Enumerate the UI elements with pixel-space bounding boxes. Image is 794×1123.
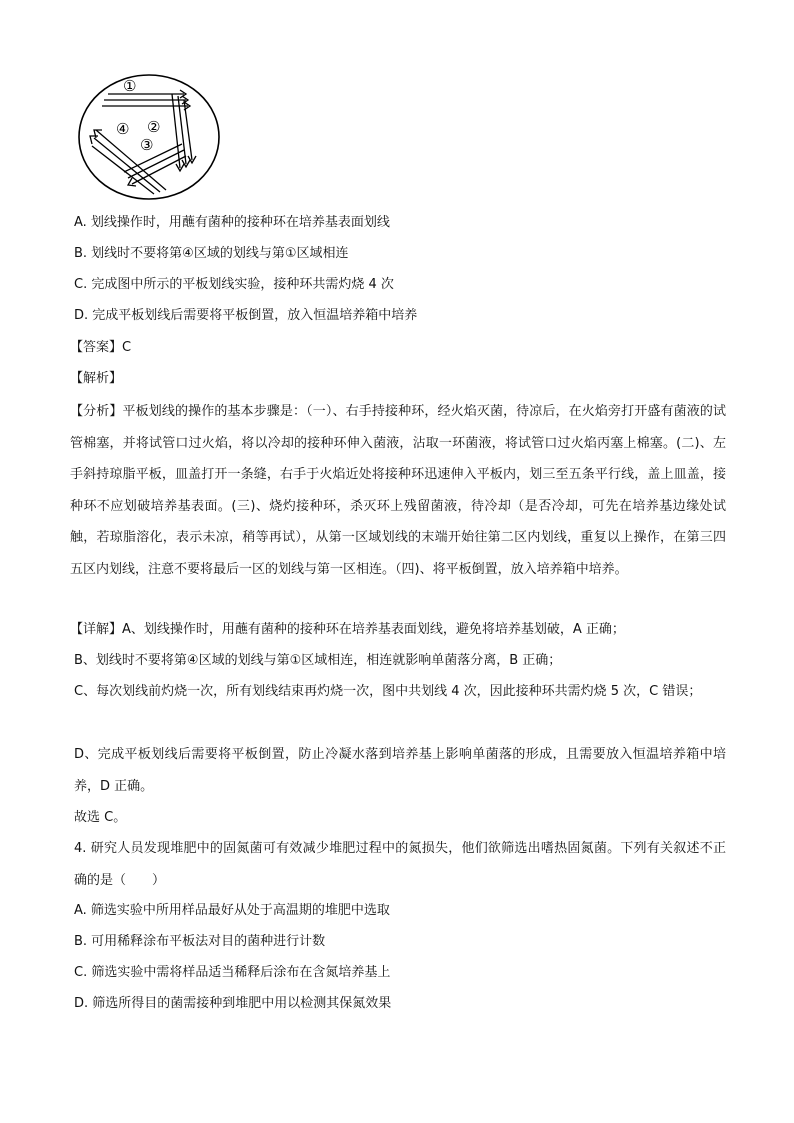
analysis-text: 平板划线的操作的基本步骤是：（一）、右手持接种环，经火焰灭菌，待凉后，在火焰旁打开盛有菌液的试管棉塞，并将试管口过火焰，将以冷却的接种环伸入菌液，沾取一环菌液，将试管口过火焰丙塞上棉塞。(二)、左手斜持琼脂平板，皿盖打开一条缝，右手于火焰近处将接种环迅速伸入平板内，划三至五条平行线，盖上皿盖，接种环不应划破培养基表面。(三)、烧灼接种环，杀灭环上残留菌液，待冷却（是否冷却，可先在培养基边缘处试触，若琼脂溶化，表示未凉，稍等再试），从第一区域划线的末端开始往第二区内划线，重复以上操作，在第三四五区内划线，注意不要将最后一区的划线与第一区相连。（四)、将平板倒置，放入培养箱中培养。 <box>70 404 726 577</box>
q3-option-a: A. 划线操作时，用蘸有菌种的接种环在培养基表面划线 <box>74 215 390 230</box>
detail-d: D、完成平板划线后需要将平板倒置，防止冷凝水落到培养基上影响单菌落的形成，且需要放入恒温培养箱中培养，D 正确。 <box>74 747 726 794</box>
analysis-heading: 【解析】 <box>70 371 123 386</box>
region-label-4: ④ <box>116 120 130 138</box>
q4-option-d: D. 筛选所得目的菌需接种到堆肥中用以检测其保氮效果 <box>74 996 392 1011</box>
q3-option-d: D. 完成平板划线后需要将平板倒置，放入恒温培养箱中培养 <box>74 308 418 323</box>
detail-a <box>70 614 726 646</box>
region-label-2: ② <box>147 118 161 136</box>
q4-option-b: B. 可用稀释涂布平板法对目的菌种进行计数 <box>74 934 326 949</box>
streak-region-1 <box>102 90 190 110</box>
region-label-1: ① <box>123 77 137 95</box>
q4-stem: 4. 研究人员发现堆肥中的固氮菌可有效减少堆肥过程中的氮损失，他们欲筛选出嗜热固氮菌。下列有关叙述不正确的是（ ） <box>74 841 726 888</box>
detail-c: C、每次划线前灼烧一次，所有划线结束再灼烧一次，图中共划线 4 次，因此接种环共需灼烧 5 次，C 错误； <box>74 684 702 699</box>
conclusion: 故选 C。 <box>74 810 127 825</box>
region-label-3: ③ <box>140 136 154 154</box>
answer-line <box>70 338 131 358</box>
q3-option-b: B. 划线时不要将第④区域的划线与第①区域相连 <box>74 246 349 261</box>
detail-a-text: A、划线操作时，用蘸有菌种的接种环在培养基表面划线，避免将培养基划破，A 正确； <box>122 622 625 637</box>
analysis-paragraph <box>70 396 726 585</box>
q4-option-a: A. 筛选实验中所用样品最好从处于高温期的堆肥中选取 <box>74 903 390 918</box>
answer-tag: 【答案】 <box>70 340 123 355</box>
streak-plate-diagram <box>76 72 222 202</box>
q4-option-c: C. 筛选实验中需将样品适当稀释后涂布在含氮培养基上 <box>74 965 391 980</box>
analysis-tag: 【分析】 <box>70 404 123 419</box>
detail-tag: 【详解】 <box>70 622 123 637</box>
q3-option-c: C. 完成图中所示的平板划线实验，接种环共需灼烧 4 次 <box>74 277 394 292</box>
answer-value: C <box>122 340 132 355</box>
detail-b: B、划线时不要将第④区域的划线与第①区域相连，相连就影响单菌落分离，B 正确； <box>74 653 562 668</box>
